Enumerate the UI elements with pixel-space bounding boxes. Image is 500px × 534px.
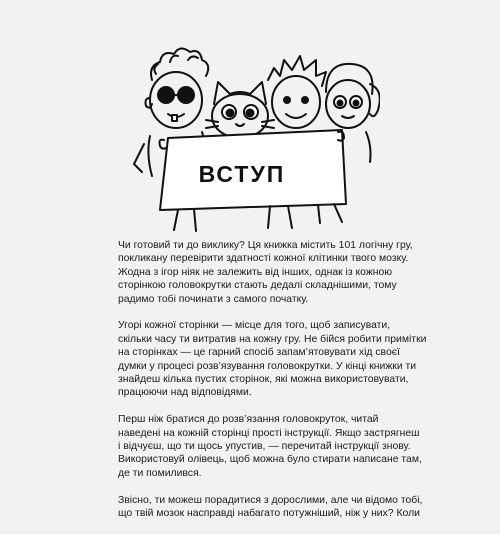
text-line: наведені на кожній сторінці прості інструкції. Якщо застрягнеш bbox=[118, 427, 420, 439]
paragraph-3 bbox=[118, 413, 422, 480]
text-line: сторінкою головокрутки стають дедалі складнішими, тому bbox=[118, 280, 397, 292]
cartoon-characters-illustration bbox=[130, 40, 380, 232]
text-line: думки у процесі розв’язування головокрутки. У кінці книжки ти bbox=[118, 360, 417, 372]
text-line: радимо тобі починати з самого початку. bbox=[118, 293, 309, 305]
text-line: що твій мозок насправді набагато потужніший, ніж у них? Коли bbox=[118, 508, 420, 520]
text-line: Перш ніж братися до розв’язання головокруток, читай bbox=[118, 414, 379, 426]
text-line: де ти помилився. bbox=[118, 467, 202, 479]
paragraph-2 bbox=[118, 319, 427, 399]
text-line: Жодна з ігор ніяк не залежить від інших, однак із кожною bbox=[118, 266, 393, 278]
body-text bbox=[118, 239, 427, 534]
sign-title: ВСТУП bbox=[198, 161, 286, 187]
text-line: на сторінках — це гарний спосіб запам’ятовувати хід своєї bbox=[118, 347, 400, 359]
text-line: Чи готовий ти до виклику? Ця книжка містить 101 логічну гру, bbox=[118, 240, 413, 251]
text-line: покликану перевірити здатності кожної клітинки твого мозку. bbox=[118, 253, 409, 265]
text-line: Звісно, ти можеш порадитися з дорослими, але чи відомо тобі, bbox=[118, 494, 423, 506]
text-line: знайдеш кілька пустих сторінок, які можна використовувати, bbox=[118, 374, 409, 386]
paragraph-1 bbox=[118, 239, 413, 306]
text-line: працюючи над відповідями. bbox=[118, 387, 252, 399]
text-line: Угорі кожної сторінки — місце для того, щоб записувати, bbox=[118, 320, 391, 332]
text-line: Використовуй олівець, щоб можна було стирати написане там, bbox=[118, 454, 422, 466]
text-line: скільки часу ти витратив на кожну гру. Не бійся робити примітки bbox=[118, 333, 427, 345]
paragraph-4 bbox=[118, 494, 423, 521]
text-line: і відчуєш, що ти щось упустив, — перечитай інструкції знову. bbox=[118, 441, 411, 453]
